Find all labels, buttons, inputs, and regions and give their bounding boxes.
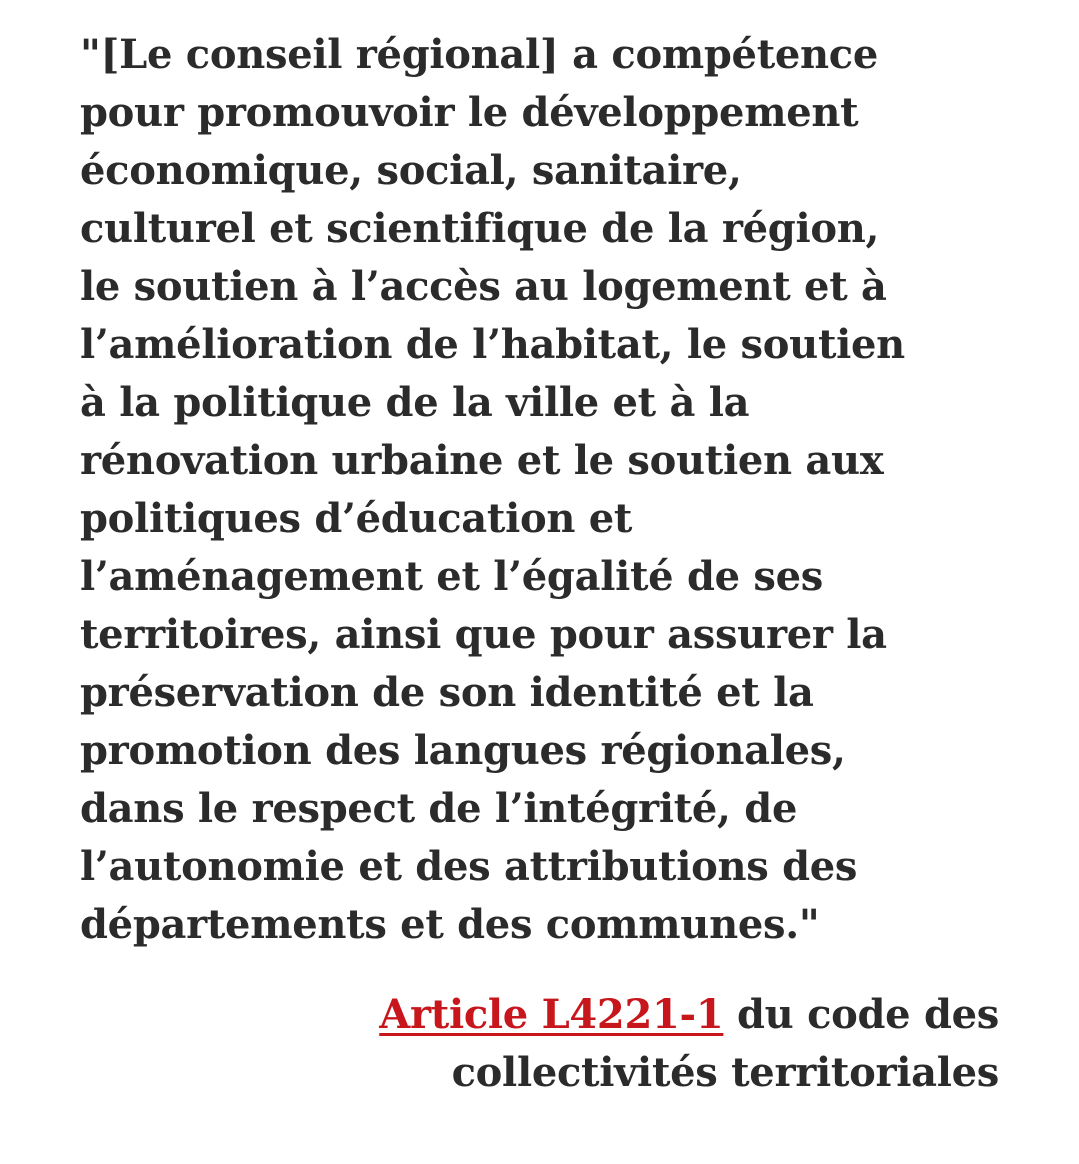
quote-line: préservation de son identité et la [80, 669, 814, 716]
quote-line: "[Le conseil régional] a compétence [80, 31, 879, 78]
quote-line: territoires, ainsi que pour assurer la [80, 611, 887, 658]
attribution-line-2: collectivités territoriales [451, 1049, 999, 1096]
quote-line: l’amélioration de l’habitat, le soutien [80, 321, 905, 368]
quote-line: promotion des langues régionales, [80, 727, 846, 774]
quote-line: départements et des communes." [80, 901, 820, 948]
quote-line: dans le respect de l’intégrité, de [80, 785, 798, 832]
quote-line: économique, social, sanitaire, [80, 147, 742, 194]
quote-line: politiques d’éducation et [80, 495, 633, 542]
attribution-text-1: du code des [723, 991, 999, 1038]
quote-line: l’aménagement et l’égalité de ses [80, 553, 823, 600]
quote-line: culturel et scientifique de la région, [80, 205, 880, 252]
article-link[interactable]: Article L4221-1 [379, 991, 724, 1038]
quote-block [80, 26, 1040, 954]
quote-line: à la politique de la ville et à la [80, 379, 750, 426]
attribution-line-1 [379, 986, 999, 1044]
quote-line: pour promouvoir le développement [80, 89, 859, 136]
quote-line: rénovation urbaine et le soutien aux [80, 437, 884, 484]
quote-line: l’autonomie et des attributions des [80, 843, 858, 890]
quote-line: le soutien à l’accès au logement et à [80, 263, 887, 310]
attribution [379, 986, 999, 1102]
